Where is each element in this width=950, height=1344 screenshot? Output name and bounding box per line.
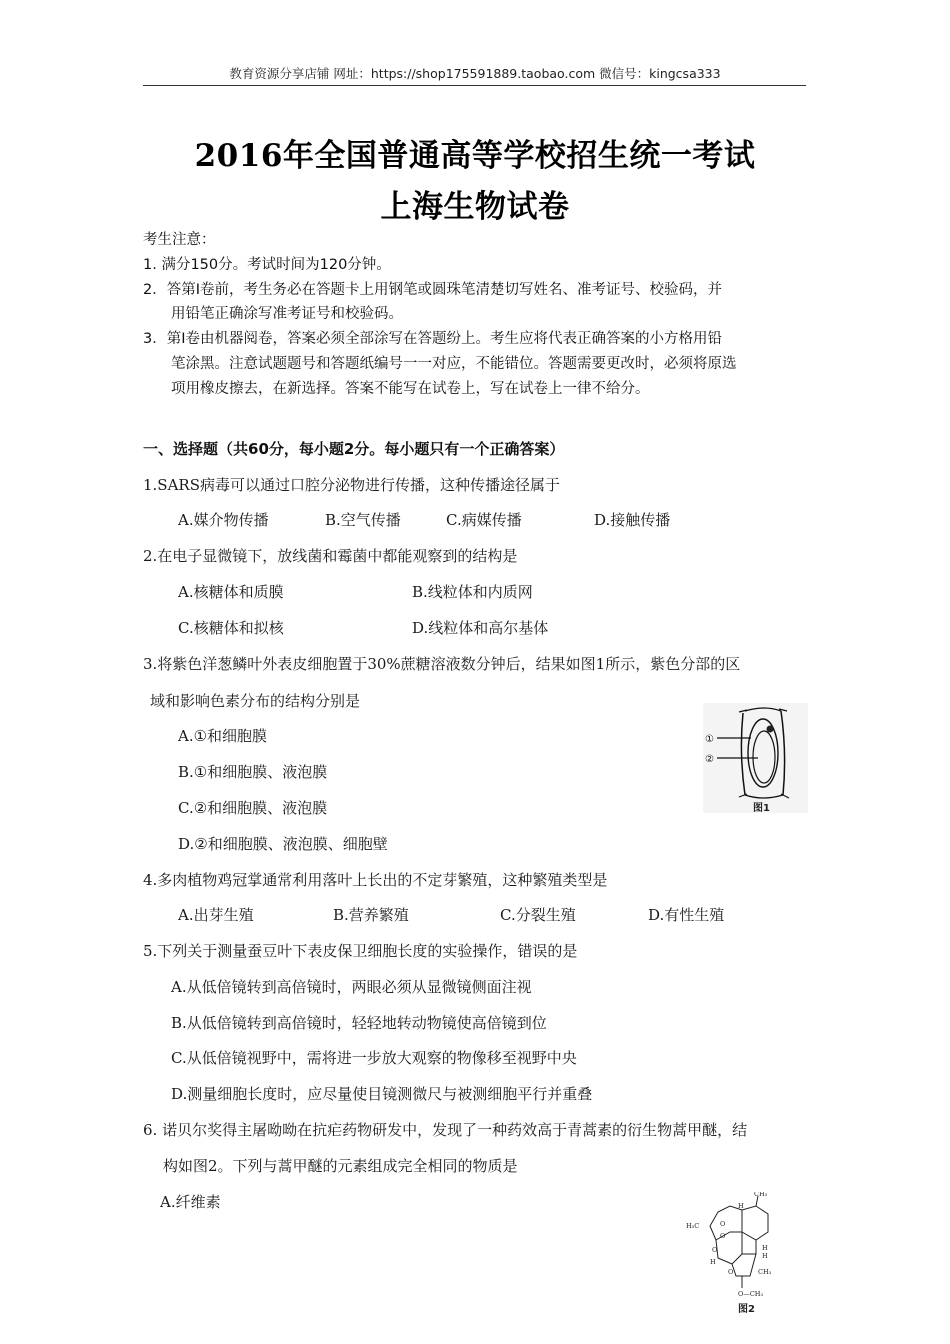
question-3-option-b: B.①和细胞膜、液泡膜 bbox=[178, 763, 328, 781]
question-4-option-d: D.有性生殖 bbox=[648, 906, 725, 924]
marker-1: ① bbox=[705, 734, 714, 745]
notice-item-3-cont1: 笔涂黑。注意试题题号和答题纸编号一一对应，不能错位。答题需要更改时，必须将原选 bbox=[171, 356, 737, 372]
question-4-stem: 4.多肉植物鸡冠掌通常利用落叶上长出的不定芽繁殖，这种繁殖类型是 bbox=[143, 871, 608, 889]
question-2-option-d: D.线粒体和高尔基体 bbox=[412, 619, 549, 637]
question-3-option-d: D.②和细胞膜、液泡膜、细胞壁 bbox=[178, 835, 388, 853]
svg-text:CH₃: CH₃ bbox=[758, 1268, 772, 1276]
svg-text:O: O bbox=[712, 1246, 718, 1254]
svg-text:O: O bbox=[728, 1268, 734, 1276]
page-header-text: 教育资源分享店铺 网址：https://shop175591889.taobao.com 微信号：kingcsa333 bbox=[229, 66, 721, 81]
notice-item-1: 1. 满分150分。考试时间为120分钟。 bbox=[143, 257, 391, 273]
notice-item-3: 3．第Ⅰ卷由机器阅卷，答案必须全部涂写在答题纷上。考生应将代表正确答案的小方格用铅 bbox=[143, 331, 722, 347]
notice-item-2: 2．答第Ⅰ卷前，考生务必在答题卡上用钢笔或圆珠笔清楚切写姓名、准考证号、校验码，并 bbox=[143, 282, 722, 298]
question-3-stem-cont: 域和影响色素分布的结构分别是 bbox=[150, 692, 361, 710]
chemical-structure-icon bbox=[680, 1192, 800, 1312]
question-6-stem-cont: 构如图2。下列与蒿甲醚的元素组成完全相同的物质是 bbox=[163, 1157, 518, 1175]
question-5-option-d: D.测量细胞长度时，应尽量使目镜测微尺与被测细胞平行并重叠 bbox=[171, 1085, 593, 1103]
figure-2-artemether-structure bbox=[680, 1192, 800, 1315]
question-5-option-c: C.从低倍镜视野中，需将进一步放大观察的物像移至视野中央 bbox=[171, 1049, 577, 1067]
question-2-option-c: C.核糖体和拟核 bbox=[178, 619, 284, 637]
question-5-option-a: A.从低倍镜转到高倍镜时，两眼必须从显微镜侧面注视 bbox=[171, 978, 532, 996]
question-5-option-b: B.从低倍镜转到高倍镜时，轻轻地转动物镜使高倍镜到位 bbox=[171, 1014, 547, 1032]
plasmolyzed-cell-icon bbox=[703, 703, 808, 813]
question-6-option-a: A.纤维素 bbox=[160, 1193, 221, 1211]
svg-text:O: O bbox=[720, 1232, 726, 1240]
question-3-option-a: A.①和细胞膜 bbox=[178, 727, 268, 745]
svg-text:H: H bbox=[710, 1258, 716, 1266]
document-title-line2: 上海生物试卷 bbox=[380, 189, 570, 225]
svg-text:CH₃: CH₃ bbox=[754, 1192, 768, 1198]
notice-item-2-cont: 用铅笔正确涂写准考证号和校验码。 bbox=[171, 306, 403, 322]
question-2-option-b: B.线粒体和内质网 bbox=[412, 583, 533, 601]
svg-text:H: H bbox=[762, 1244, 768, 1252]
question-1-option-b: B.空气传播 bbox=[325, 511, 401, 529]
marker-2: ② bbox=[705, 754, 714, 765]
svg-text:O—CH₃: O—CH₃ bbox=[738, 1290, 764, 1298]
question-1-option-d: D.接触传播 bbox=[594, 511, 671, 529]
notice-heading: 考生注意： bbox=[143, 232, 216, 248]
figure-1-onion-cell bbox=[703, 703, 808, 813]
question-4-option-a: A.出芽生殖 bbox=[178, 906, 254, 924]
question-5-stem: 5.下列关于测量蚕豆叶下表皮保卫细胞长度的实验操作，错误的是 bbox=[143, 942, 578, 960]
figure-1-label: 图1 bbox=[753, 803, 770, 814]
section-heading: 一、选择题（共60分，每小题2分。每小题只有一个正确答案） bbox=[143, 440, 565, 458]
svg-text:H₃C: H₃C bbox=[686, 1222, 700, 1230]
document-title-line1: 2016年全国普通高等学校招生统一考试 bbox=[194, 138, 756, 174]
question-1-stem: 1.SARS病毒可以通过口腔分泌物进行传播，这种传播途径属于 bbox=[143, 476, 560, 494]
question-2-stem: 2.在电子显微镜下，放线菌和霉菌中都能观察到的结构是 bbox=[143, 547, 518, 565]
figure-2-label: 图2 bbox=[738, 1304, 755, 1315]
question-3-stem: 3.将紫色洋葱鳞叶外表皮细胞置于30%蔗糖溶液数分钟后，结果如图1所示，紫色分部的区 bbox=[143, 655, 741, 673]
question-1-option-a: A.媒介物传播 bbox=[178, 511, 269, 529]
question-2-option-a: A.核糖体和质膜 bbox=[178, 583, 284, 601]
svg-text:O: O bbox=[720, 1220, 726, 1228]
question-6-stem: 6. 诺贝尔奖得主屠呦呦在抗疟药物研发中，发现了一种药效高于青蒿素的衍生物蒿甲醚，结 bbox=[143, 1121, 748, 1139]
question-1-option-c: C.病媒传播 bbox=[446, 511, 522, 529]
header-divider bbox=[143, 85, 806, 86]
question-4-option-b: B.营养繁殖 bbox=[333, 906, 409, 924]
svg-text:H: H bbox=[738, 1202, 744, 1210]
question-3-option-c: C.②和细胞膜、液泡膜 bbox=[178, 799, 328, 817]
notice-item-3-cont2: 项用橡皮擦去，在新选择。答案不能写在试卷上，写在试卷上一律不给分。 bbox=[171, 381, 650, 397]
question-4-option-c: C.分裂生殖 bbox=[500, 906, 576, 924]
svg-text:H: H bbox=[762, 1252, 768, 1260]
